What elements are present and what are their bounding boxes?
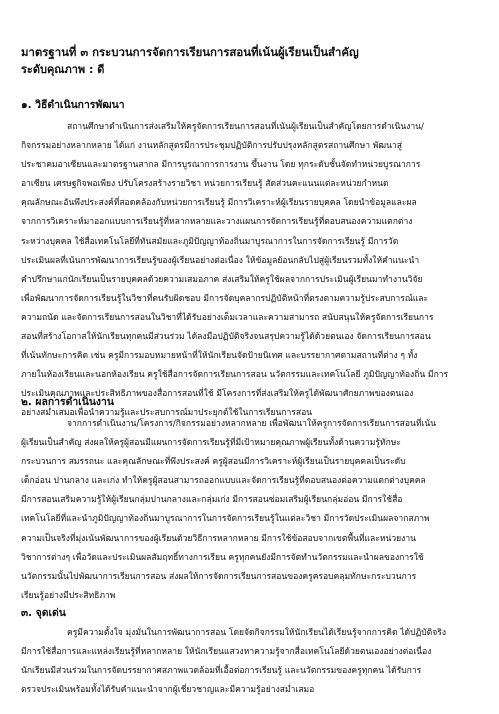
text-line: กระบวนการ สมรรถนะ และคุณลักษณะที่พึงประสงค์ ครูผู้สอนมีการวิเคราะห์ผู้เรียนเป็นรายบุคคลเป็นระดับ [21,457,406,468]
text-line: กิจกรรมอย่างหลากหลาย ได้แก่ งานหลักสูตรมีการประชุมปฏิบัติการปรับปรุงหลักสูตรสถานศึกษา พัฒนาสู่ [21,141,402,152]
section-body-strengths [21,624,478,700]
text-line: เทคโนโลยีที่และนำภูมิปัญญาท้องถิ่นมาบูรณาการในการจัดการเรียนรู้ในแต่ละวิชา มีการวัดประเมินผลจากสภาพ [21,514,430,525]
text-line: มีการใช้สื่อการและแหล่งเรียนรู้ที่หลากหลาย ให้นักเรียนแสวงหาความรู้จากสื่อเทคโนโลยีด้วยตนเองอย่างต่อเนื่อง [21,647,432,658]
text-line: จากการวิเคราะห์มาออกแบบการเรียนรู้ที่หลากหลายและวางแผนการจัดการเรียนรู้ที่ตอบสนองความแตกต่าง [21,217,413,228]
text-line: ภายในห้องเรียนและนอกห้องเรียน ครูใช้สื่อการจัดการเรียนการสอน นวัตกรรมและเทคโนโลยี ภูมิปัญญาท้องถิ่น มีการ [21,370,449,381]
text-line: สถานศึกษาดำเนินการส่งเสริมให้ครูจัดการเรียนการสอนที่เน้นผู้เรียนเป็นสำคัญโดยการดำเนินงาน/ [67,122,424,132]
text-line: อาเซียน เศรษฐกิจพอเพียง ปรับโครงสร้างรายวิชา หน่วยการเรียนรู้ สัดส่วนคะแนนแต่ละหน่วยกำหนด [21,179,389,190]
text-line: นวัตกรรมนั้นไปพัฒนาการเรียนการสอน ส่งผลให้การจัดการเรียนการสอนของครูครอบคลุมทักษะกระบวนการ [21,571,417,582]
text-line: จากการดำเนินงาน/โครงการ/กิจกรรมอย่างหลากหลาย เพื่อพัฒนาให้ครูการจัดการเรียนการสอนที่เน้น [67,419,437,429]
text-line: ครูมีความตั้งใจ มุ่งมั่นในการพัฒนาการสอน โดยจัดกิจกรรมให้นักเรียนได้เรียนรู้จากการคิด ได้ปฏิบัติจริง [67,628,447,638]
section-heading-methods: ๑. วิธีดำเนินการพัฒนา [21,99,125,111]
text-line: ผู้เรียนเป็นสำคัญ ส่งผลให้ครูผู้สอนมีแผนการจัดการเรียนรู้ที่มีเป้าหมายคุณภาพผู้เรียนทั้งด้านความรู้ทักษะ [21,438,402,449]
text-line: ความเป็นจริงที่มุ่งเน้นพัฒนาการของผู้เรียนด้วยวิธีการหลากหลาย มีการใช้ข้อสอบจากเขตพื้นที่และหน่วยงาน [21,533,416,544]
text-line: ความถนัด และจัดการเรียนการสอนในวิชาที่ได้รับอย่างเต็มเวลาและความสามารถ สนับสนุนให้ครูจัดการเรียนการ [21,312,434,323]
text-line: เรียนรู้อย่างมีประสิทธิภาพ [21,590,116,601]
text-line: อย่างสม่ำเสมอเพื่อนำความรู้และประสบการณ์มาประยุกต์ใช้ในการเรียนการสอน [21,408,313,419]
text-line: สอนที่สร้างโอกาสให้นักเรียนทุกคนมีส่วนร่วม ได้ลงมือปฏิบัติจริงจนสรุปความรู้ได้ด้วยตนเอง จัดการเรียนการสอน [21,332,431,343]
text-line: ตรวจประเมินพร้อมทั้งได้รับคำแนะนำจากผู้เชี่ยวชาญและมีความรู้อย่างสม่ำเสมอ [21,685,315,696]
text-line: เพื่อพัฒนาการจัดการเรียนรู้ในวิชาที่ตนรับผิดชอบ มีการจัดบุคลากรปฏิบัติหน้าที่ตรงตามความรู้ประสบการณ์และ [21,293,429,304]
section-body-results [21,415,478,606]
document-title: มาตรฐานที่ ๓ กระบวนการจัดการเรียนการสอนที่เน้นผู้เรียนเป็นสำคัญ [21,45,359,59]
text-line: ประชาคมอาเซียนและมาตรฐานสากล มีการบูรณาการการงาน ขึ้นงาน โดย ทุกระดับชั้นจัดทำหน่วยบูรณาการ [21,160,421,171]
text-line: ประเมินผลที่เน้นการพัฒนาการเรียนรู้ของผู้เรียนอย่างต่อเนื่อง ให้ข้อมูลย้อนกลับไปสู่ผู้เรียนรวมทั้งให้คำแนะนำ [21,255,420,266]
text-line: คุณลักษณะอันพึงประสงค์ที่สอดคล้องกับหน่วยการเรียนรู้ มีการวิเคราะห์ผู้เรียนรายบุคคล โดยนำข้อมูลและผล [21,198,417,209]
section-heading-results: ๒. ผลการดำเนินงาน [21,396,114,408]
text-line: นักเรียนมีส่วนร่วมในการจัดบรรยากาศสภาพแวดล้อมที่เอื้อต่อการเรียนรู้ และนวัตกรรมของครูทุกคน ได้รับการ [21,666,422,677]
text-line: ที่เน้นทักษะการคิด เช่น ครูมีการมอบหมายหน้าที่ให้นักเรียนจัดป้ายนิเทศ และบรรยากาศตามสถานที่ต่าง ๆ ทั้ง [21,351,418,362]
text-line: มีการสอนเสริมความรู้ให้ผู้เรียนกลุ่มปานกลางและกลุ่มเก่ง มีการสอนซ่อมเสริมผู้เรียนกลุ่มอ่อน มีการใช้สื่อ [21,495,403,506]
text-line: เด็กอ่อน ปานกลาง และเก่ง ทำให้ครูผู้สอนสามารถออกแบบและจัดการเรียนรู้ที่ตอบสนองต่อความแตกต่างบุคคล [21,476,426,487]
text-line: วิชาการต่างๆ เพื่อวัดและประเมินผลสัมฤทธิ์ทางการเรียน ครูทุกคนยังมีการจัดทำนวัตกรรมและนำผลของการใช้ [21,552,424,563]
text-line: ระหว่างบุคคล ใช้สื่อเทคโนโลยีที่ทันสมัยและภูมิปัญญาท้องถิ่นมาบูรณาการในการจัดการเรียนรู้ มีการวัด [21,236,399,247]
section-heading-strengths: ๓. จุดเด่น [21,607,66,619]
section-body-methods [21,118,478,424]
quality-level: ระดับคุณภาพ : ดี [21,63,105,76]
text-line: คำปรึกษาแก่นักเรียนเป็นรายบุคคลด้วยความเสมอภาค ส่งเสริมให้ครูใช้ผลจากการประเมินผู้เรียนมาทำงานวิจัย [21,274,423,285]
text-line: ประเมินคุณภาพและประสิทธิภาพของสื่อการสอนที่ใช้ มีโครงการที่ส่งเสริมให้ครูได้พัฒนาศักยภาพของตนเอง [21,389,414,400]
